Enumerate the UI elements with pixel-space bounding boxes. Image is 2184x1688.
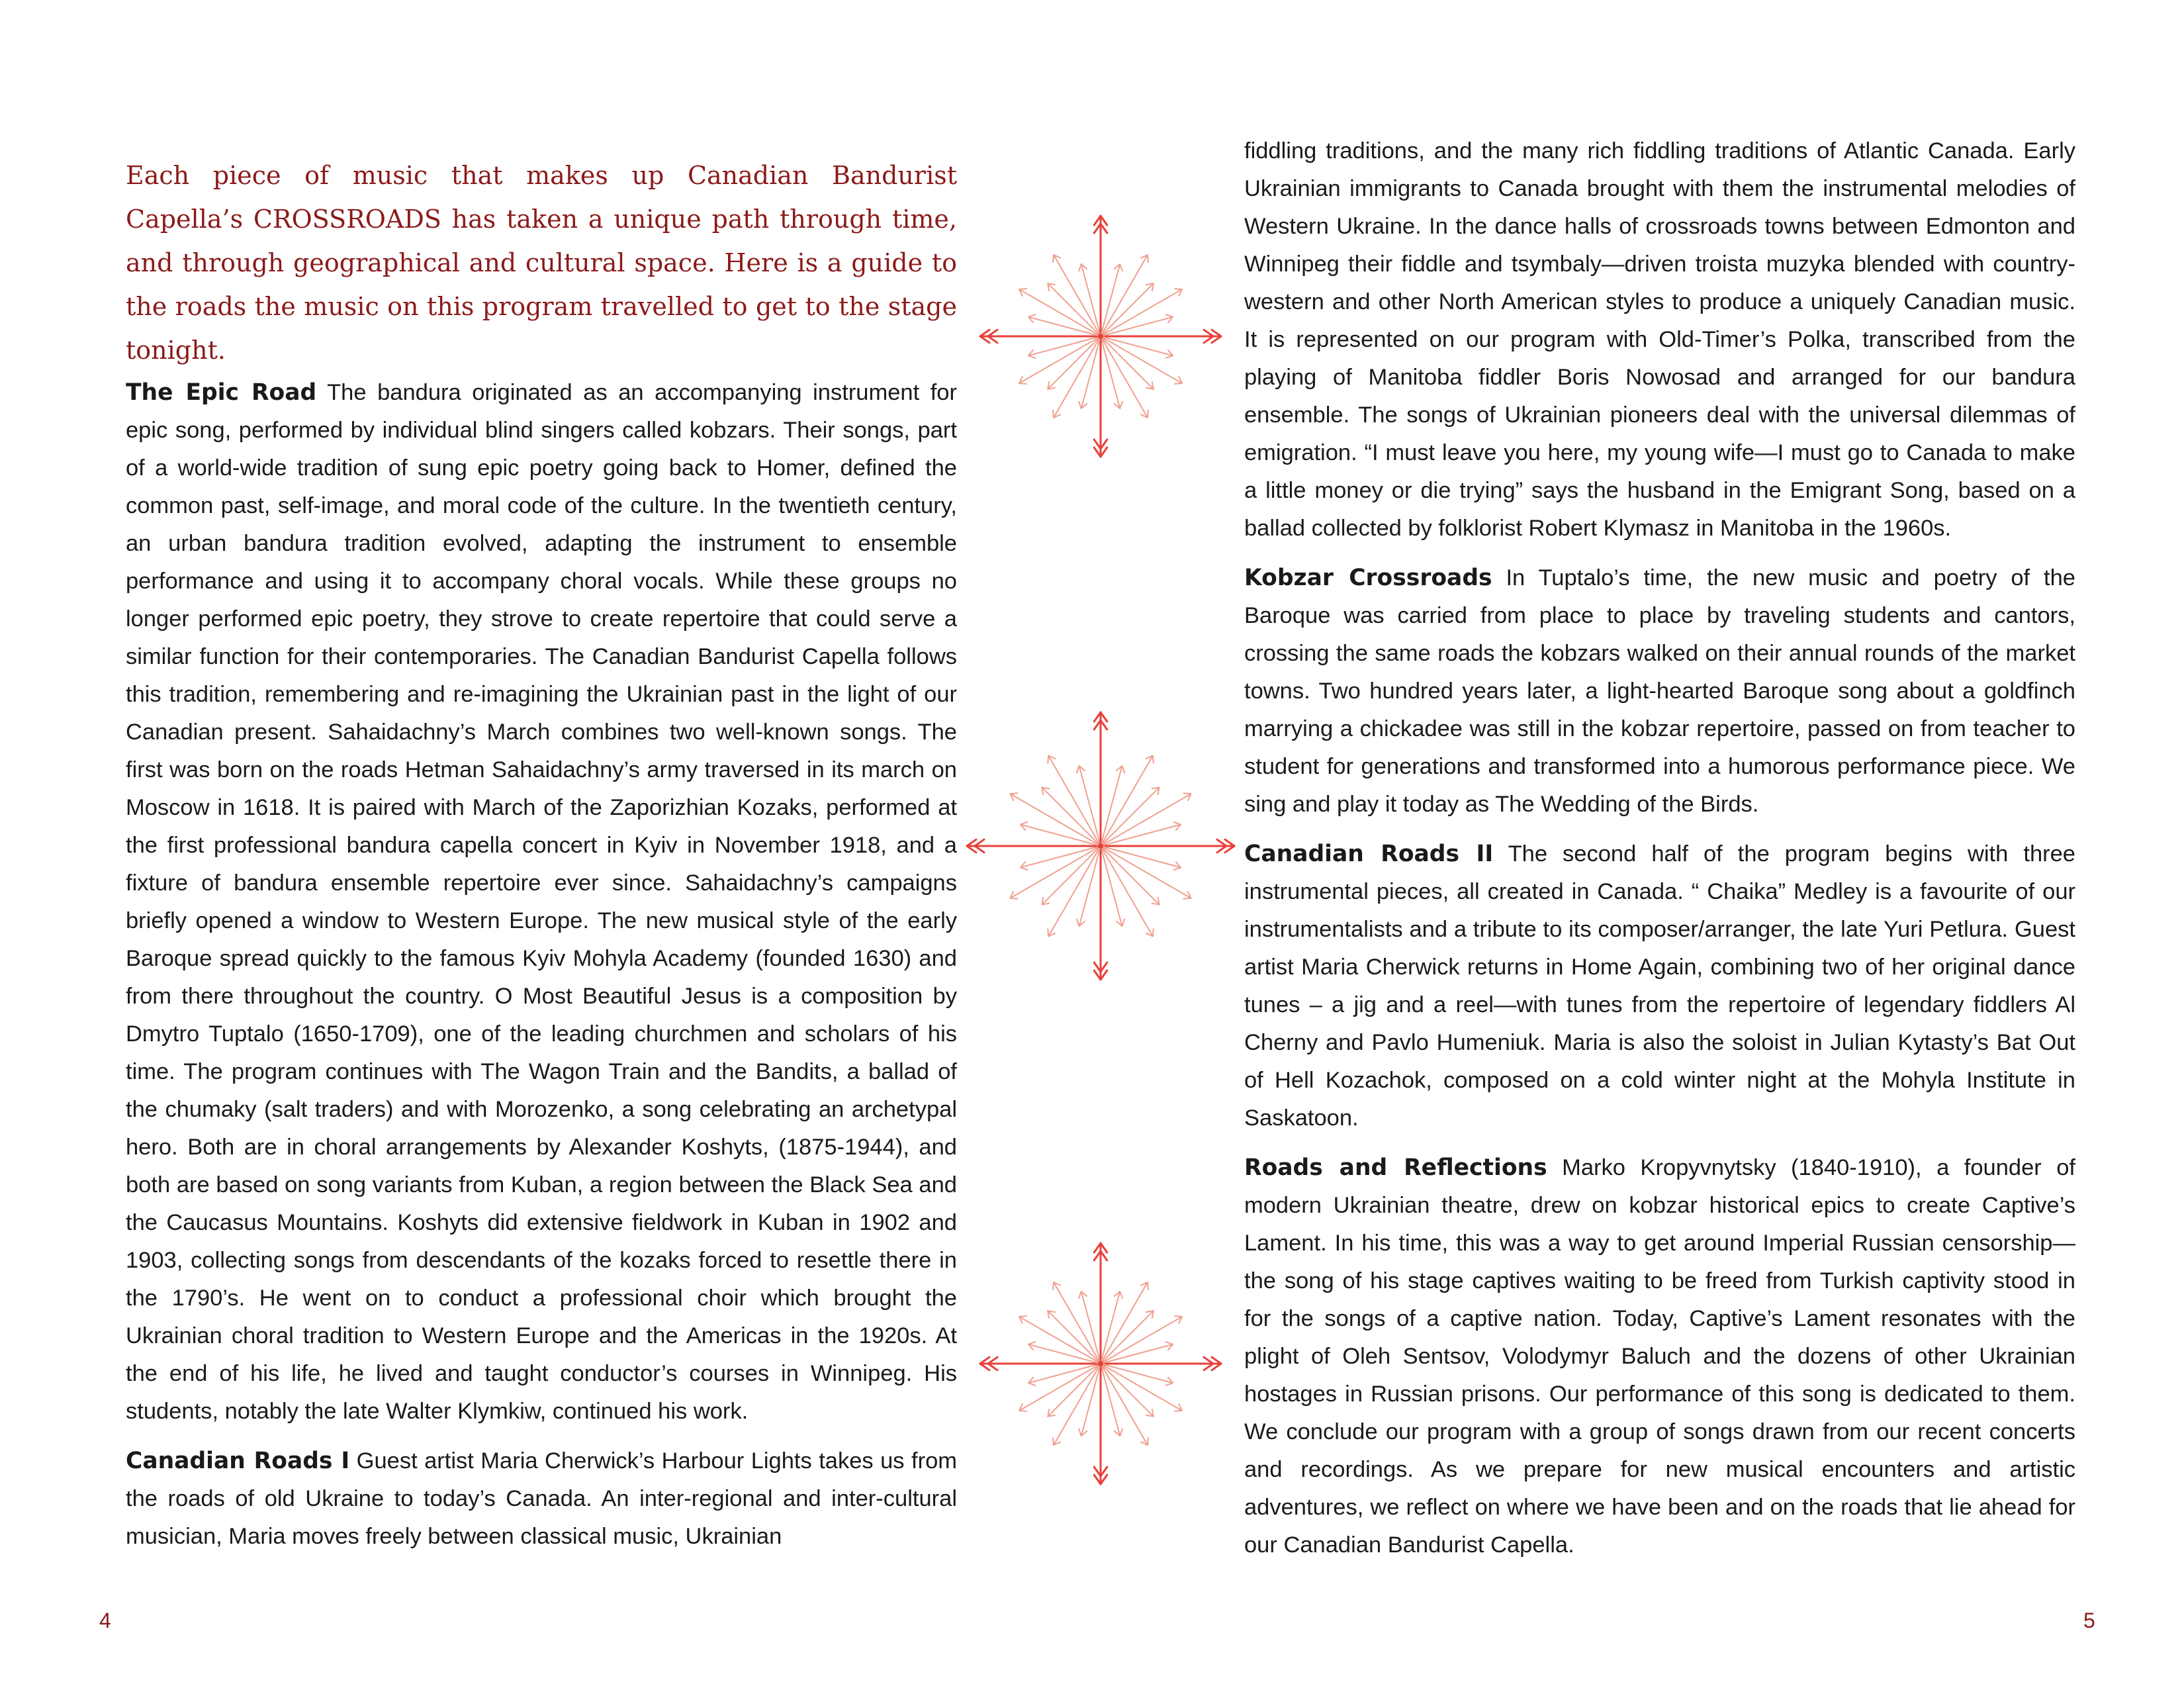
canadian-roads-1-paragraph xyxy=(126,1442,957,1556)
page-number-left: 4 xyxy=(99,1609,111,1632)
epic-road-heading: The Epic Road xyxy=(126,379,317,406)
canadian-roads-1-body: Guest artist Maria Cherwick’s Harbour Lights takes us from the roads of old Ukraine to today’s Canada. An inter-regional and inter-cultural musician, Maria moves freely between classical music, Ukrainian xyxy=(126,1448,957,1549)
roads-reflections-body: Marko Kropyvnytsky (1840-1910), a founder of modern Ukrainian theatre, drew on kobzar historical epics to create Captive’s Lament. In his time, this was a way to get around Imperial Russian censorship—the song of his stage captives waiting to be freed from Turkish captivity stood in for the songs of a captive nation. Today, Captive’s Lament resonates with the plight of Oleh Sentsov, Volodymyr Baluch and the dozens of other Ukrainian hostages in Russian prisons. Our performance of this song is dedicated to them. We conclude our program with a group of songs drawn from our recent concerts and recordings. As we prepare for new musical encounters and artistic adventures, we reflect on where we have been and on the roads that lie ahead for our Canadian Bandurist Capella. xyxy=(1244,1155,2075,1558)
canadian-roads-2-paragraph xyxy=(1244,835,2075,1137)
canadian-roads-1-heading: Canadian Roads I xyxy=(126,1448,350,1474)
epic-road-body: The bandura originated as an accompanying instrument for epic song, performed by individual blind singers called kobzars. Their songs, part of a world-wide tradition of sung epic poetry going back to Homer, defined the common past, self-image, and moral code of the culture. In the twentieth century, an urban bandura tradition evolved, adapting the instrument to ensemble performance and using it to accompany choral vocals. While these groups no longer performed epic poetry, they strove to create repertoire that could serve a similar function for their contemporaries. The Canadian Bandurist Capella follows this tradition, remembering and re-imagining the Ukrainian past in the light of our Canadian present. Sahaidachny’s March combines two well-known songs. The first was born on the roads Hetman Sahaidachny’s army traversed in its march on Moscow in 1618. It is paired with March of the Zaporizhian Kozaks, performed at the first professional bandura capella concert in Kyiv in November 1918, and a fixture of bandura ensemble repertoire ever since. Sahaidachny’s campaigns briefly opened a window to Western Europe. The new musical style of the early Baroque spread quickly to the famous Kyiv Mohyla Academy (founded 1630) and from there throughout the country. O Most Beautiful Jesus is a composition by Dmytro Tuptalo (1650-1709), one of the leading churchmen and scholars of his time. The program continues with The Wagon Train and the Bandits, a ballad of the chumaky (salt traders) and with Morozenko, a song celebrating an archetypal hero. Both are in choral arrangements by Alexander Koshyts, (1875-1944), and both are based on song variants from Kuban, a region between the Black Sea and the Caucasus Mountains. Koshyts did extensive fieldwork in Kuban in 1902 and 1903, collecting songs from descendants of the kozaks forced to resettle there in the 1790’s. He went on to conduct a professional choir which brought the Ukrainian choral tradition to Western Europe and the Americas in the 1920s. At the end of his life, he lived and taught conductor’s courses in Winnipeg. His students, notably the late Walter Klymkiw, continued his work. xyxy=(126,380,957,1424)
canadian-roads-2-heading: Canadian Roads II xyxy=(1244,841,1494,867)
right-column xyxy=(1244,132,2075,1576)
kobzar-crossroads-heading: Kobzar Crossroads xyxy=(1244,565,1492,591)
page-number-right: 5 xyxy=(2083,1609,2095,1632)
epic-road-paragraph xyxy=(126,374,957,1430)
canadian-roads-2-body: The second half of the program begins with three instrumental pieces, all created in Canada. “ Chaika” Medley is a favourite of our instrumentalists and a tribute to its composer/arranger, the late Yuri Petlura. Guest artist Maria Cherwick returns in Home Again, combining two of her original dance tunes – a jig and a reel—with tunes from the repertoire of legendary fiddlers Al Cherny and Pavlo Humeniuk. Maria is also the soloist in Julian Kytasty’s Bat Out of Hell Kozachok, composed on a cold winter night at the Mohyla Institute in Saskatoon. xyxy=(1244,841,2075,1131)
roads-reflections-heading: Roads and Reflections xyxy=(1244,1154,1547,1181)
compass-star-icon xyxy=(962,707,1240,985)
compass-star-icon xyxy=(975,211,1226,462)
roads-reflections-paragraph xyxy=(1244,1149,2075,1564)
intro-paragraph: Each piece of music that makes up Canadian Bandurist Capella’s CROSSROADS has taken a unique path through time, and through geographical and cultural space. Here is a guide to the roads the music on this program travelled to get to the stage tonight. xyxy=(126,161,957,365)
kobzar-crossroads-paragraph xyxy=(1244,559,2075,823)
canadian-roads-1-continued: fiddling traditions, and the many rich fiddling traditions of Atlantic Canada. Early Ukrainian immigrants to Canada brought with them the instrumental melodies of Western Ukraine. In the dance halls of crossroads towns between Edmonton and Winnipeg their fiddle and tsymbaly—driven troista muzyka blended with country-western and other North American styles to produce a uniquely Canadian music. It is represented on our program with Old-Timer’s Polka, transcribed from the playing of Manitoba fiddler Boris Nowosad and arranged for our bandura ensemble. The songs of Ukrainian pioneers deal with the universal dilemmas of emigration. “I must leave you here, my young wife—I must go to Canada to make a little money or die trying” says the husband in the Emigrant Song, based on a ballad collected by folklorist Robert Klymasz in Manitoba in the 1960s. xyxy=(1244,138,2075,541)
compass-star-icon xyxy=(975,1238,1226,1489)
left-column xyxy=(126,374,957,1568)
kobzar-crossroads-body: In Tuptalo’s time, the new music and poetry of the Baroque was carried from place to place by traveling students and cantors, crossing the same roads the kobzars walked on their annual rounds of the market towns. Two hundred years later, a light-hearted Baroque song about a goldfinch marrying a chickadee was still in the kobzar repertoire, passed on from teacher to student for generations and transformed into a humorous performance piece. We sing and play it today as The Wedding of the Birds. xyxy=(1244,565,2075,817)
